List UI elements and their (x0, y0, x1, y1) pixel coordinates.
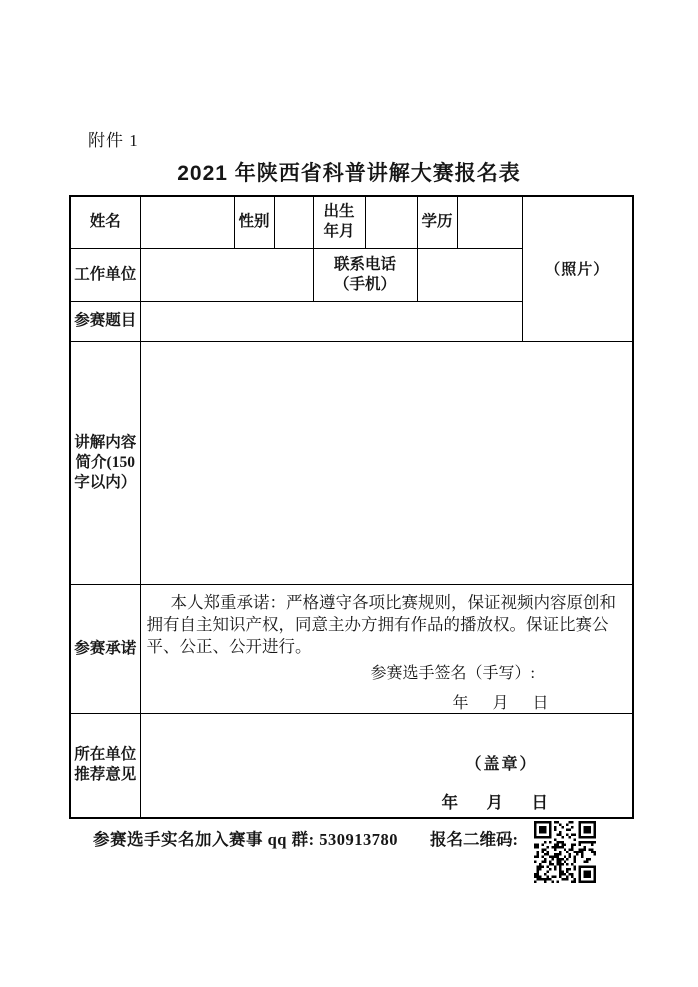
birth-label-line1: 出生 (323, 203, 355, 221)
qq-group-note: 参赛选手实名加入赛事 qq 群: 530913780 (93, 830, 398, 849)
summary-label (70, 341, 140, 584)
summary-label-line1: 讲解内容 (74, 433, 137, 451)
birth-value-cell (365, 196, 417, 248)
summary-label-line2: 简介(150 (75, 453, 135, 471)
summary-label-line3: 字以内） (74, 473, 137, 491)
phone-label-line1: 联系电话 (333, 255, 396, 273)
recommend-label-line1: 所在单位 (74, 746, 137, 764)
qr-code-label: 报名二维码: (430, 830, 518, 849)
recommend-label (70, 713, 140, 818)
pledge-date-line: 年 月 日 (452, 694, 553, 712)
recommend-date-line: 年 月 日 (441, 792, 554, 812)
name-label: 姓名 (70, 196, 140, 248)
phone-value-cell (417, 248, 522, 301)
education-label: 学历 (417, 196, 457, 248)
pledge-cell (140, 584, 633, 713)
photo-cell (522, 196, 633, 341)
pledge-text: 本人郑重承诺：严格遵守各项比赛规则，保证视频内容原创和拥有自主知识产权，同意主办方拥有作品的播放权。保证比赛公平、公正、公开进行。 (146, 592, 616, 656)
gender-label: 性别 (234, 196, 274, 248)
topic-label: 参赛题目 (70, 301, 140, 341)
name-value-cell (140, 196, 234, 248)
registration-form-table (69, 195, 634, 819)
attachment-label: 附件 1 (88, 131, 139, 150)
phone-label (313, 248, 417, 301)
page-title: 2021 年陕西省科普讲解大赛报名表 (177, 162, 521, 185)
seal-placeholder: （盖章） (465, 755, 538, 773)
education-value-cell (457, 196, 522, 248)
phone-label-line2: （手机） (333, 275, 396, 293)
work-unit-value-cell (140, 248, 313, 301)
topic-value-cell (140, 301, 522, 341)
pledge-label: 参赛承诺 (70, 584, 140, 713)
work-unit-label: 工作单位 (70, 248, 140, 301)
gender-value-cell (274, 196, 313, 248)
signature-label: 参赛选手签名（手写）: (370, 664, 535, 682)
recommend-cell (140, 713, 633, 818)
birth-label-line2: 年月 (323, 223, 355, 241)
recommend-label-line2: 推荐意见 (74, 766, 137, 784)
summary-value-cell (140, 341, 633, 584)
photo-placeholder: （照片） (545, 262, 610, 279)
qr-code-icon (533, 821, 597, 883)
birth-label (313, 196, 365, 248)
